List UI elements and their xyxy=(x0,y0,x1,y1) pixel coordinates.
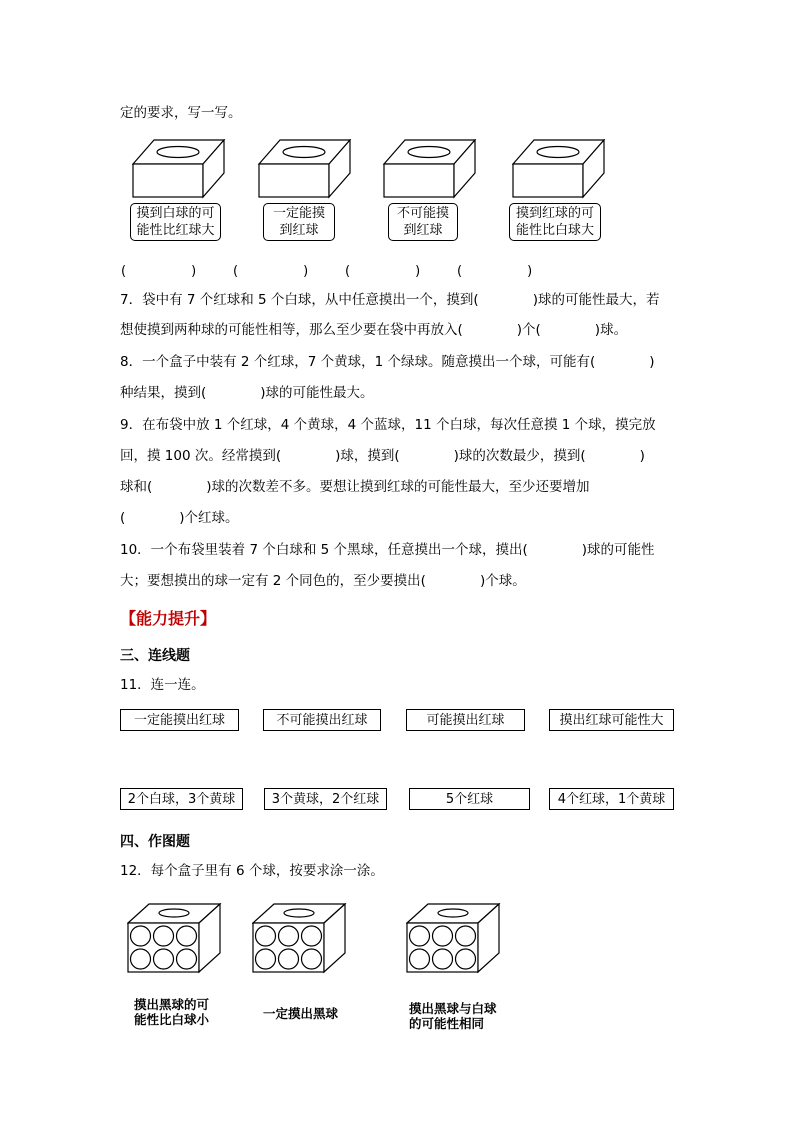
answer-blank-3[interactable]: ( ) xyxy=(345,264,421,279)
q12-text: 12．每个盒子里有 6 个球，按要求涂一涂。 xyxy=(120,863,384,879)
box-drawing-3 xyxy=(383,139,477,199)
box-label-3: 不可能摸 到红球 xyxy=(388,203,458,241)
q8-line2: 种结果，摸到( )球的可能性最大。 xyxy=(120,385,374,401)
box-label-4: 摸到红球的可 能性比白球大 xyxy=(509,203,601,241)
box-drawing-2 xyxy=(258,139,352,199)
match-top-1[interactable]: 一定能摸出红球 xyxy=(120,709,239,731)
match-bottom-4[interactable]: 4个红球，1个黄球 xyxy=(549,788,674,810)
box-label-2: 一定能摸 到红球 xyxy=(263,203,335,241)
match-bottom-3[interactable]: 5个红球 xyxy=(409,788,530,810)
section-ability-heading: 【能力提升】 xyxy=(120,609,217,628)
q11-text: 11．连一连。 xyxy=(120,677,205,693)
box-drawing-4 xyxy=(512,139,606,199)
q10-line1: 10．一个布袋里装着 7 个白球和 5 个黑球，任意摸出一个球，摸出( )球的可能性 xyxy=(120,542,655,558)
answer-blank-1[interactable]: ( ) xyxy=(121,264,197,279)
q9-line2: 回，摸 100 次。经常摸到( )球，摸到( )球的次数最少，摸到( ) xyxy=(120,448,645,464)
q9-line3: 球和( )球的次数差不多。要想让摸到红球的可能性最大，至少还要增加 xyxy=(120,479,590,495)
box-label-1: 摸到白球的可 能性比红球大 xyxy=(130,203,221,241)
q9-line1: 9．在布袋中放 1 个红球，4 个黄球，4 个蓝球，11 个白球，每次任意摸 1 个球，摸完放 xyxy=(120,417,656,433)
q7-line2: 想使摸到两种球的可能性相等，那么至少要在袋中再放入( )个( )球。 xyxy=(120,322,628,338)
section3-heading: 三、连线题 xyxy=(120,648,190,664)
match-bottom-1[interactable]: 2个白球，3个黄球 xyxy=(120,788,243,810)
section4-heading: 四、作图题 xyxy=(120,834,190,850)
q10-line2: 大；要想摸出的球一定有 2 个同色的，至少要摸出( )个球。 xyxy=(120,573,526,589)
ball-box-caption-3: 摸出黑球与白球 的可能性相同 xyxy=(409,1001,497,1031)
ball-box-2[interactable] xyxy=(252,903,348,975)
match-top-2[interactable]: 不可能摸出红球 xyxy=(263,709,381,731)
ball-box-1[interactable] xyxy=(127,903,223,975)
intro-text: 定的要求，写一写。 xyxy=(120,105,242,121)
match-top-3[interactable]: 可能摸出红球 xyxy=(406,709,525,731)
box-drawing-1 xyxy=(132,139,226,199)
match-bottom-2[interactable]: 3个黄球，2个红球 xyxy=(264,788,387,810)
answer-blank-4[interactable]: ( ) xyxy=(457,264,533,279)
ball-box-caption-2: 一定摸出黑球 xyxy=(263,1006,339,1021)
q7-line1: 7．袋中有 7 个红球和 5 个白球，从中任意摸出一个，摸到( )球的可能性最大，若 xyxy=(120,292,660,308)
q8-line1: 8．一个盒子中装有 2 个红球，7 个黄球，1 个绿球。随意摸出一个球，可能有( ) xyxy=(120,354,655,370)
match-top-4[interactable]: 摸出红球可能性大 xyxy=(549,709,674,731)
ball-box-caption-1: 摸出黑球的可 能性比白球小 xyxy=(134,997,210,1027)
q9-line4: ( )个红球。 xyxy=(120,510,239,526)
ball-box-3[interactable] xyxy=(406,903,502,975)
answer-blank-2[interactable]: ( ) xyxy=(233,264,309,279)
